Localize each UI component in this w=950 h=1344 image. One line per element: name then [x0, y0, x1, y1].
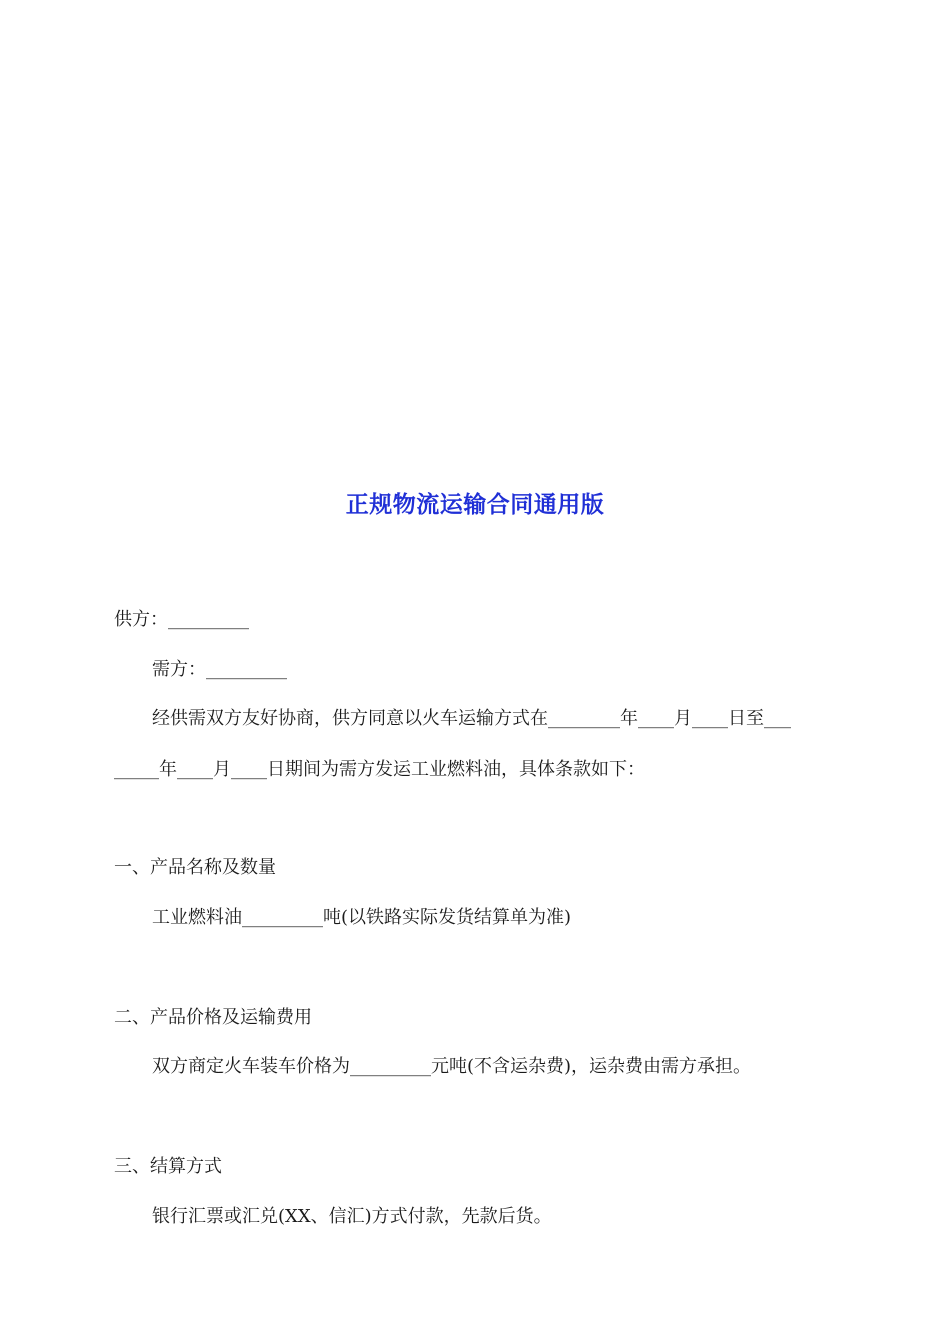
- intro-paragraph-line-2: _____年____月____日期间为需方发运工业燃料油，具体条款如下：: [114, 759, 645, 780]
- section-body-product: 工业燃料油_________吨(以铁路实际发货结算单为准): [152, 907, 572, 928]
- intro-paragraph-line-1: 经供需双方友好协商，供方同意以火车运输方式在________年____月____日至___: [152, 708, 791, 729]
- buyer-line: 需方：_________: [152, 659, 287, 680]
- section-heading-product: 一、产品名称及数量: [114, 857, 276, 878]
- document-title: 正规物流运输合同通用版: [345, 491, 605, 518]
- section-heading-price: 二、产品价格及运输费用: [114, 1007, 312, 1028]
- section-heading-settlement: 三、结算方式: [114, 1156, 222, 1177]
- section-body-price: 双方商定火车装车价格为_________元吨(不含运杂费)，运杂费由需方承担。: [152, 1056, 752, 1077]
- supplier-line: 供方：_________: [114, 609, 249, 630]
- section-body-settlement: 银行汇票或汇兑(XX、信汇)方式付款，先款后货。: [152, 1206, 552, 1227]
